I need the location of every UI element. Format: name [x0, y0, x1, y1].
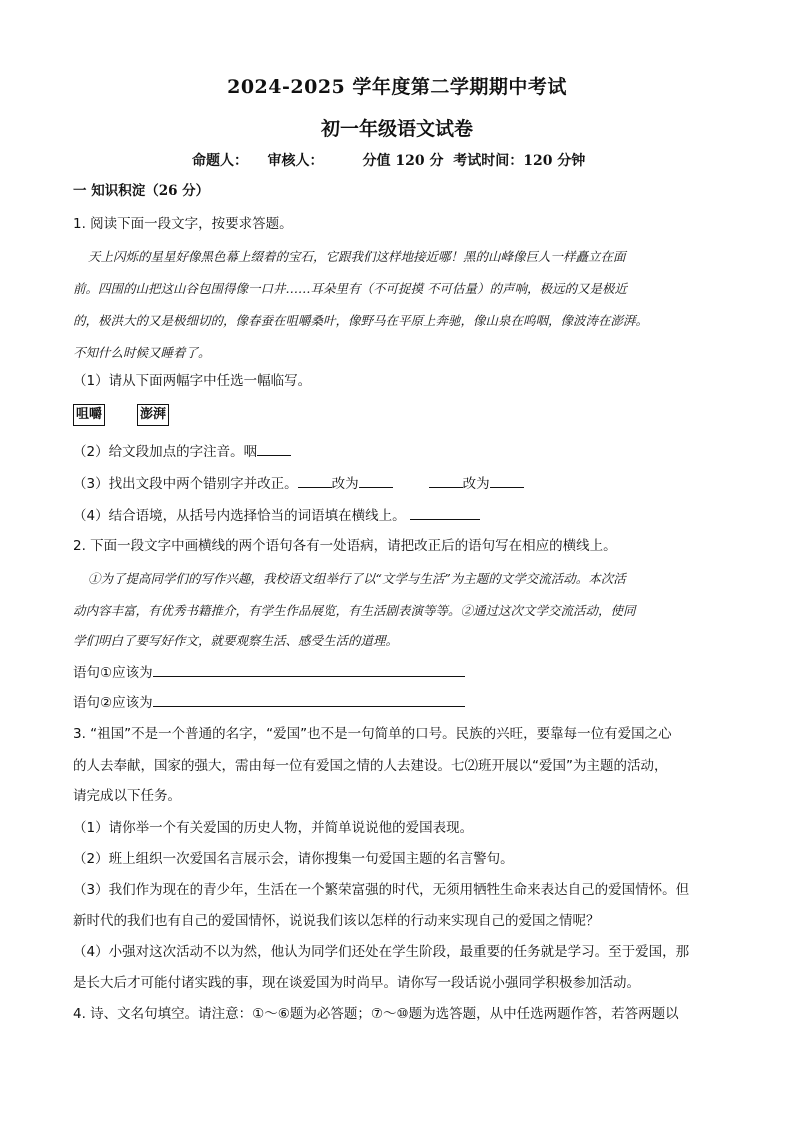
q1-sub2	[73, 441, 291, 462]
change-to-label-1: 改为	[331, 476, 359, 492]
q3-intro-line: 请完成以下任务。	[73, 788, 181, 804]
sentence2-answer-blank[interactable]	[153, 692, 465, 707]
q1-sub4	[73, 505, 480, 526]
q1-sub4-text: （4）结合语境，从括号内选择恰当的词语填在横线上。	[73, 508, 406, 524]
q2-answer-1-label: 语句①应该为	[73, 665, 153, 681]
q1-passage-line: 不知什么时候又睡着了。	[73, 345, 211, 360]
correction-blank-1[interactable]	[359, 473, 393, 488]
sentence1-answer-blank[interactable]	[153, 662, 465, 677]
q1-sub1: （1）请从下面两幅字中任选一幅临写。	[73, 373, 312, 389]
pinyin-answer-blank[interactable]	[257, 441, 291, 456]
q3-intro-line: 3. “祖国”不是一个普通的名字，“爱国”也不是一句简单的口号。民族的兴旺，要靠每一位有爱国之心	[73, 726, 672, 742]
typo-blank-1[interactable]	[298, 473, 332, 488]
q1-passage-line: 天上闪烁的星星好像黑色幕上缀着的宝石，它跟我们这样地接近哪！黑的山峰像巨人一样矗立在面	[88, 249, 626, 264]
q1-passage-line: 的，极洪大的又是极细切的，像春蚕在咀嚼桑叶，像野马在平原上奔驰，像山泉在呜咽，像波涛在澎湃。	[73, 313, 649, 328]
q3-sub2: （2）班上组织一次爱国名言展示会，请你搜集一句爱国主题的名言警句。	[73, 851, 514, 867]
q3-sub3-line: 新时代的我们也有自己的爱国情怀，说说我们该以怎样的行动来实现自己的爱国之情呢？	[73, 913, 600, 929]
q1-prompt: 1. 阅读下面一段文字，按要求答题。	[73, 216, 293, 232]
q1-sub3-text: （3）找出文段中两个错别字并改正。	[73, 476, 298, 492]
q1-sub2-text: （2）给文段加点的字注音。咽	[73, 444, 258, 460]
q2-passage-line: 动内容丰富，有优秀书籍推介，有学生作品展览，有生活剧表演等等。②通过这次文学交流活动，使同	[73, 603, 636, 618]
q1-calligraphy-box-2: 澎湃	[137, 404, 169, 426]
q3-sub3-line: （3）我们作为现在的青少年，生活在一个繁荣富强的时代，无须用牺牲生命来表达自己的爱国情怀。但	[73, 882, 690, 898]
correction-blank-2[interactable]	[490, 473, 524, 488]
change-to-label-2: 改为	[462, 476, 490, 492]
q2-prompt: 2. 下面一段文字中画横线的两个语句各有一处语病，请把改正后的语句写在相应的横线上。	[73, 538, 617, 554]
q3-intro-line: 的人去奉献，国家的强大，需由每一位有爱国之情的人去建设。七⑵班开展以“爱国”为主题的活动，	[73, 758, 668, 774]
word-choice-blank[interactable]	[410, 505, 480, 520]
q2-answer-1	[73, 662, 465, 683]
exam-subtitle: 初一年级语文试卷	[320, 118, 473, 140]
q3-sub4-line: （4）小强对这次活动不以为然，他认为同学们还处在学生阶段，最重要的任务就是学习。至于爱国，那	[73, 944, 690, 960]
exam-meta: 命题人： 审核人： 分值 120 分 考试时间：120 分钟	[192, 153, 586, 169]
q2-answer-2	[73, 692, 465, 713]
section-heading: 一 知识积淀（26 分）	[73, 183, 210, 199]
q3-sub4-line: 是长大后才可能付诸实践的事，现在谈爱国为时尚早。请你写一段话说小强同学积极参加活动。	[73, 975, 640, 991]
q1-sub3	[73, 473, 524, 494]
exam-title: 2024-2025 学年度第二学期期中考试	[227, 76, 567, 98]
q2-passage-line: ①为了提高同学们的写作兴趣，我校语文组举行了以“文学与生活”为主题的文学交流活动。本次活	[88, 571, 626, 586]
q2-passage-line: 学们明白了要写好作文，就要观察生活、感受生活的道理。	[73, 633, 399, 648]
q1-passage-line: 前。四围的山把这山谷包围得像一口井……耳朵里有（不可捉摸 不可估量）的声响，极远的又是极近	[73, 281, 627, 296]
q4-prompt: 4. 诗、文名句填空。请注意：①～⑥题为必答题；⑦～⑩题为选答题，从中任选两题作答，若答两题以	[73, 1006, 679, 1022]
q3-sub1: （1）请你举一个有关爱国的历史人物，并简单说说他的爱国表现。	[73, 820, 474, 836]
q1-calligraphy-box-1: 咀嚼	[73, 404, 105, 426]
q2-answer-2-label: 语句②应该为	[73, 695, 153, 711]
typo-blank-2[interactable]	[429, 473, 463, 488]
